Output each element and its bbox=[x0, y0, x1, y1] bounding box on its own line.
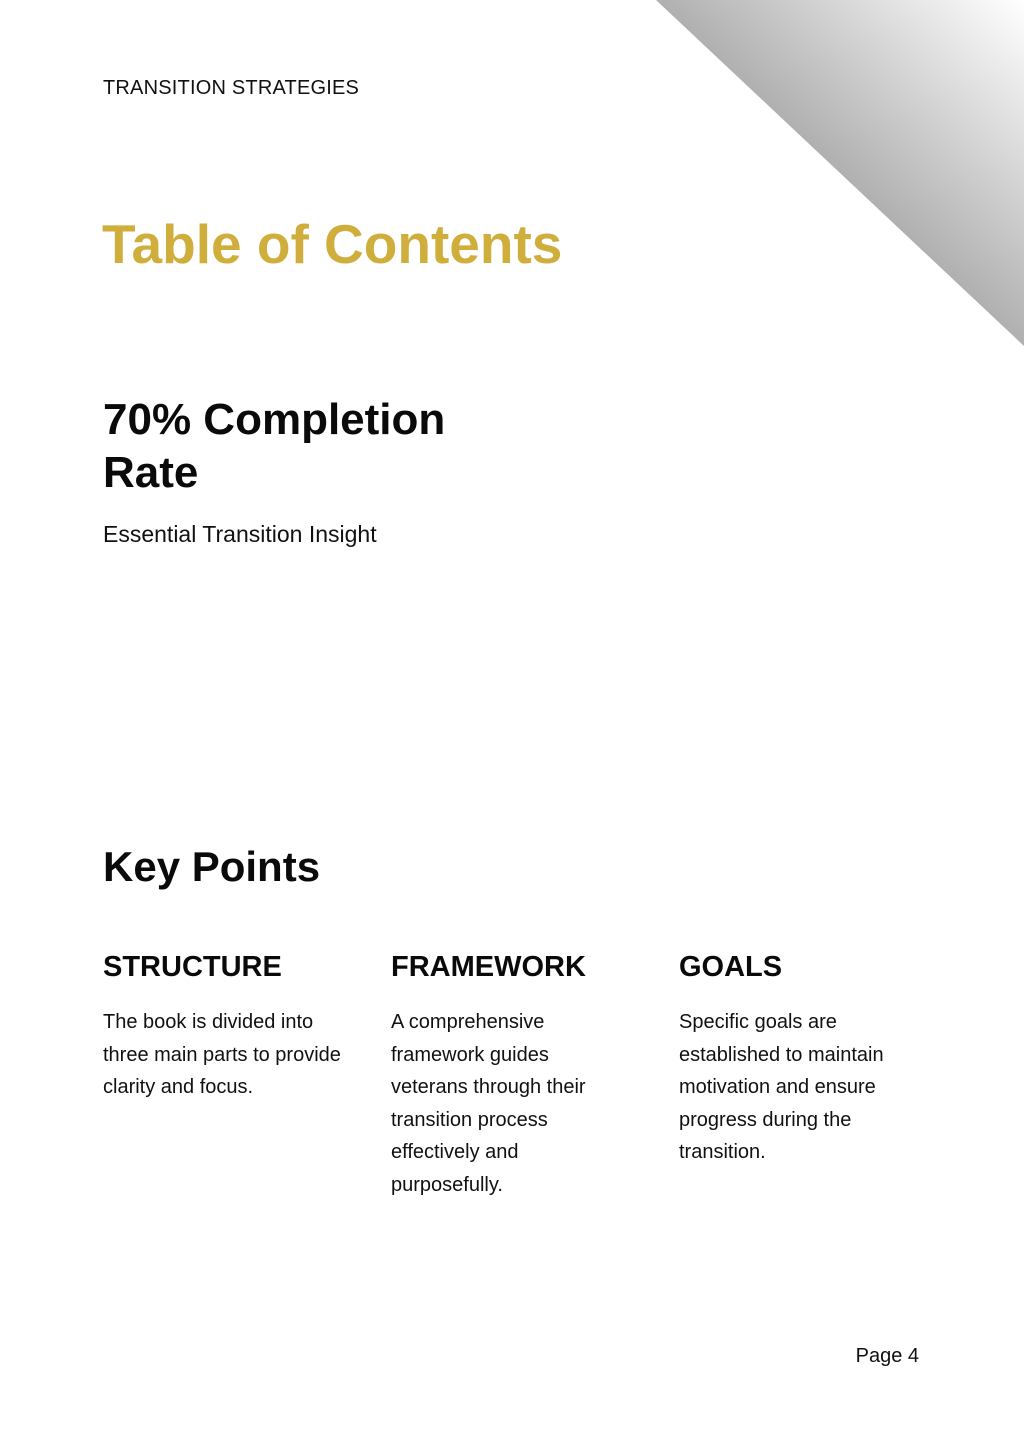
key-point-body: Specific goals are established to maintain motivation and ensure progress during the transition. bbox=[679, 1011, 884, 1163]
corner-triangle bbox=[656, 0, 1024, 346]
completion-rate-subtitle: Essential Transition Insight bbox=[103, 521, 377, 547]
key-points-heading: Key Points bbox=[103, 843, 321, 890]
key-point-goals bbox=[679, 950, 914, 1169]
key-point-body: The book is divided into three main parts to provide clarity and focus. bbox=[103, 1011, 341, 1098]
key-point-title: STRUCTURE bbox=[103, 951, 282, 983]
key-point-title: FRAMEWORK bbox=[391, 951, 586, 983]
page-number: Page 4 bbox=[855, 1345, 919, 1367]
key-point-framework bbox=[391, 950, 621, 1201]
page-title: Table of Contents bbox=[102, 213, 563, 275]
completion-rate-heading: 70% Completion Rate bbox=[103, 395, 446, 497]
key-point-title: GOALS bbox=[679, 951, 783, 983]
corner-gradient-decoration bbox=[656, 0, 1024, 346]
document-header-label: TRANSITION STRATEGIES bbox=[103, 77, 360, 99]
corner-gradient-graphic bbox=[656, 0, 1024, 346]
key-point-structure bbox=[103, 950, 343, 1104]
key-point-body: A comprehensive framework guides veterans through their transition process effectively and purposefully. bbox=[391, 1011, 586, 1196]
